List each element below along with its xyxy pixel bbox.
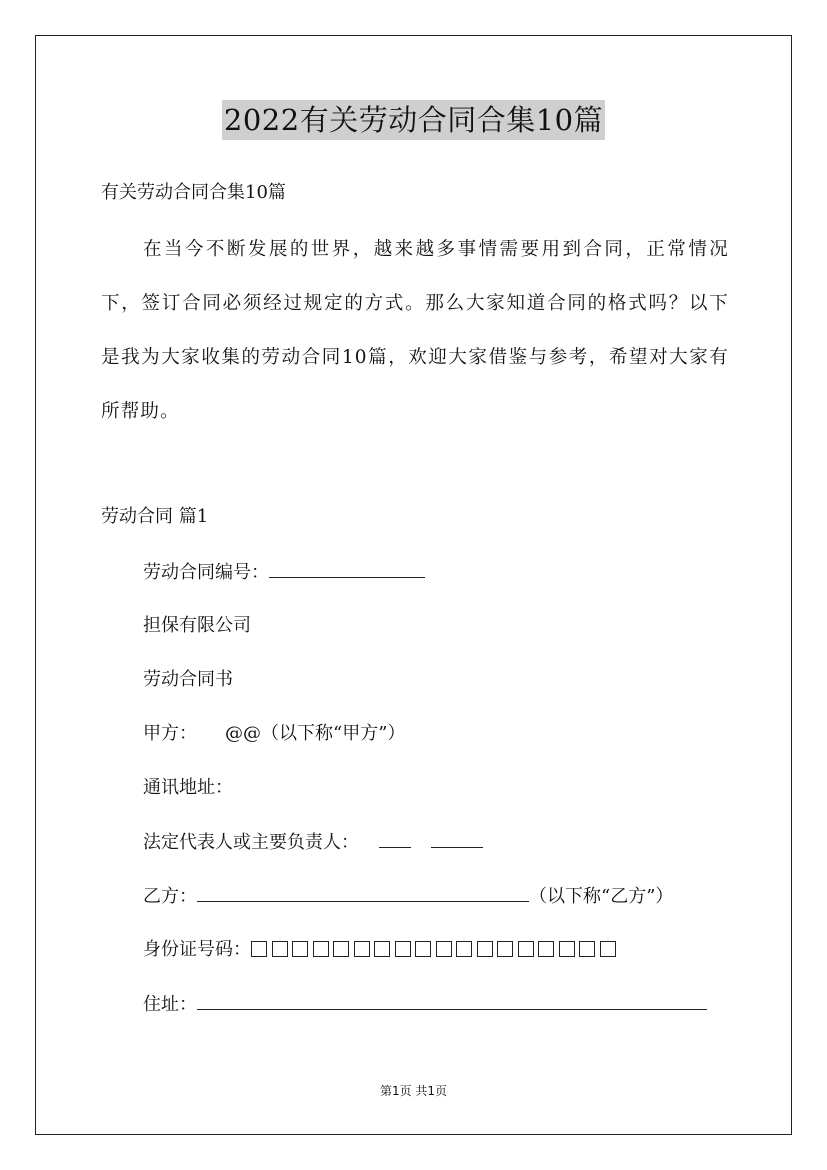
id-number-boxes[interactable] [251, 937, 620, 963]
residence-blank[interactable] [197, 991, 707, 1010]
party-b-label: 乙方： [143, 886, 197, 907]
party-b-suffix: （以下称“乙方”） [529, 886, 674, 907]
id-digit-box[interactable] [333, 941, 349, 957]
id-digit-box[interactable] [497, 941, 513, 957]
id-digit-box[interactable] [477, 941, 493, 957]
id-digit-box[interactable] [600, 941, 616, 957]
party-b-blank[interactable] [197, 883, 529, 902]
id-digit-box[interactable] [374, 941, 390, 957]
contract-number-label: 劳动合同编号： [143, 562, 269, 583]
document-title-text: 2022有关劳动合同合集10篇 [222, 100, 605, 140]
party-b-line [143, 883, 673, 910]
residence-label: 住址： [143, 994, 197, 1015]
document-subtitle: 有关劳动合同合集10篇 [101, 182, 286, 203]
id-digit-box[interactable] [538, 941, 554, 957]
id-digit-box[interactable] [436, 941, 452, 957]
contract-number-blank[interactable] [269, 559, 425, 578]
representative-label: 法定代表人或主要负责人： [143, 832, 359, 853]
id-number-line [143, 937, 620, 963]
contract-doc-name: 劳动合同书 [143, 669, 233, 690]
id-digit-box[interactable] [395, 941, 411, 957]
id-digit-box[interactable] [415, 941, 431, 957]
representative-blank-2[interactable] [431, 829, 483, 848]
id-digit-box[interactable] [518, 941, 534, 957]
representative-line [143, 829, 483, 856]
section-heading: 劳动合同 篇1 [101, 506, 209, 527]
residence-line [143, 991, 707, 1018]
representative-blank-1[interactable] [379, 829, 411, 848]
address-label: 通讯地址： [143, 777, 233, 798]
party-a-line [143, 721, 405, 747]
id-digit-box[interactable] [579, 941, 595, 957]
id-digit-box[interactable] [251, 941, 267, 957]
id-digit-box[interactable] [272, 941, 288, 957]
id-digit-box[interactable] [456, 941, 472, 957]
id-digit-box[interactable] [354, 941, 370, 957]
document-title [0, 100, 827, 145]
address-line [143, 775, 233, 801]
id-digit-box[interactable] [559, 941, 575, 957]
page-footer: 第1页 共1页 [379, 1084, 448, 1098]
contract-number-line [143, 559, 425, 586]
intro-paragraph: 在当今不断发展的世界，越来越多事情需要用到合同，正常情况下，签订合同必须经过规定的方式。那么大家知道合同的格式吗？以下是我为大家收集的劳动合同10篇，欢迎大家借鉴与参考，希望对大家有所帮助。 [101, 239, 729, 422]
party-a-label: 甲方： [143, 723, 197, 744]
party-a-value: @@（以下称“甲方”） [225, 723, 406, 744]
id-digit-box[interactable] [313, 941, 329, 957]
id-number-label: 身份证号码： [143, 939, 251, 960]
company-name: 担保有限公司 [143, 615, 251, 636]
id-digit-box[interactable] [292, 941, 308, 957]
